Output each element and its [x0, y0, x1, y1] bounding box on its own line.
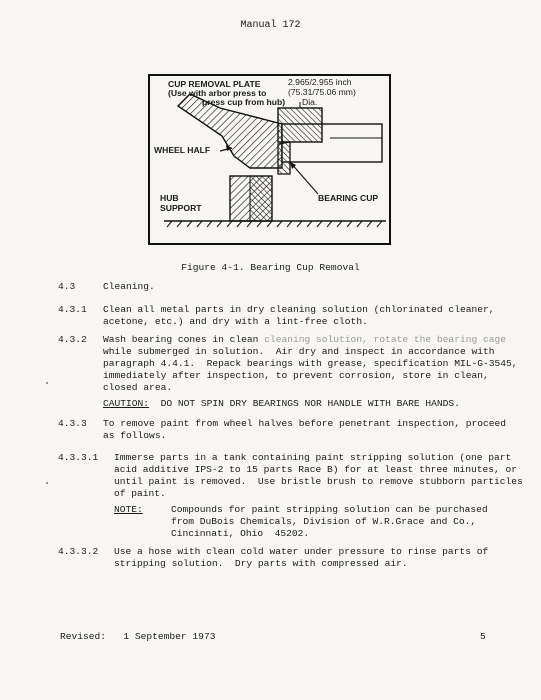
section-number: 4.3.2: [58, 334, 87, 345]
label-cup-removal-plate: CUP REMOVAL PLATE: [168, 79, 261, 89]
paragraph-line: acetone, etc.) and dry with a lint-free cloth.: [103, 316, 368, 327]
cup-removal-plate-shape: [278, 108, 322, 142]
paragraph-line: Immerse parts in a tank containing paint stripping solution (one part: [114, 452, 512, 463]
paragraph-line: while submerged in solution. Air dry and inspect in accordance with: [103, 346, 495, 357]
caution-label: CAUTION:: [103, 398, 150, 409]
paragraph-text: Wash bearing cones in clean: [103, 334, 265, 345]
paragraph-line: paragraph 4.4.1. Repack bearings with grease, specification MIL-G-3545,: [103, 358, 518, 369]
section-number: 4.3.3: [58, 418, 87, 429]
label-dim-mm: (75.31/75.06 mm): [288, 87, 356, 97]
label-dia: Dia.: [302, 97, 318, 107]
paragraph-line: Clean all metal parts in dry cleaning solution (chlorinated cleaner,: [103, 304, 495, 315]
caution-text: DO NOT SPIN DRY BEARINGS NOR HANDLE WITH BARE HANDS.: [149, 398, 460, 409]
paragraph-line: [103, 334, 506, 346]
section-number: 4.3.1: [58, 304, 87, 315]
paragraph-line: closed area.: [103, 382, 173, 393]
section-number: 4.3: [58, 281, 76, 292]
paragraph-line: as follows.: [103, 430, 167, 441]
bearing-cup-shape: [278, 142, 290, 174]
note-line: from DuBois Chemicals, Division of W.R.Grace and Co.,: [171, 516, 477, 527]
footer-revised-label: Revised:: [60, 631, 107, 642]
label-arbor-note-2: press cup from hub): [202, 97, 286, 107]
faded-text: cleaning solution, rotate the bearing cage: [264, 334, 507, 345]
note-line: Compounds for paint stripping solution can be purchased: [171, 504, 488, 515]
caution-line: [103, 398, 460, 410]
paragraph-line: until paint is removed. Use bristle brush to remove stubborn particles: [114, 476, 523, 487]
label-arbor-note-1: (Use with arbor press to: [168, 88, 267, 98]
ground-hatching: [167, 221, 382, 227]
section-number: 4.3.3.2: [58, 546, 99, 557]
label-bearing-cup: BEARING CUP: [318, 193, 379, 203]
label-dim-inch: 2.965/2.955 inch: [288, 77, 352, 87]
paragraph-line: Use a hose with clean cold water under pressure to rinse parts of: [114, 546, 489, 557]
figure-bearing-cup-removal: [148, 74, 391, 245]
section-heading: Cleaning.: [103, 281, 155, 292]
paragraph-line: To remove paint from wheel halves before penetrant inspection, proceed: [103, 418, 507, 429]
paragraph-line: stripping solution. Dry parts with compressed air.: [114, 558, 408, 569]
label-hub: HUB: [160, 193, 179, 203]
scan-speck: [46, 382, 48, 384]
page-header-title: Manual 172: [240, 20, 301, 31]
note-line: Cincinnati, Ohio 45202.: [171, 528, 310, 539]
footer-page-number: 5: [480, 631, 486, 642]
footer-revised-date: 1 September 1973: [123, 631, 216, 642]
paragraph-line: immediately after inspection, to prevent corrosion, store in clean,: [103, 370, 489, 381]
section-number: 4.3.3.1: [58, 452, 99, 463]
note-label: NOTE:: [114, 504, 143, 515]
label-support: SUPPORT: [160, 203, 202, 213]
scan-speck: [46, 482, 48, 484]
footer-revised: [60, 631, 215, 643]
paragraph-line: of paint.: [114, 488, 166, 499]
label-wheel-half: WHEEL HALF: [154, 145, 211, 155]
arrow-bearing-cup: [290, 162, 318, 194]
paragraph-line: acid additive IPS-2 to 15 parts Race B) for at least three minutes, or: [114, 464, 518, 475]
figure-caption: Figure 4-1. Bearing Cup Removal: [181, 262, 360, 273]
